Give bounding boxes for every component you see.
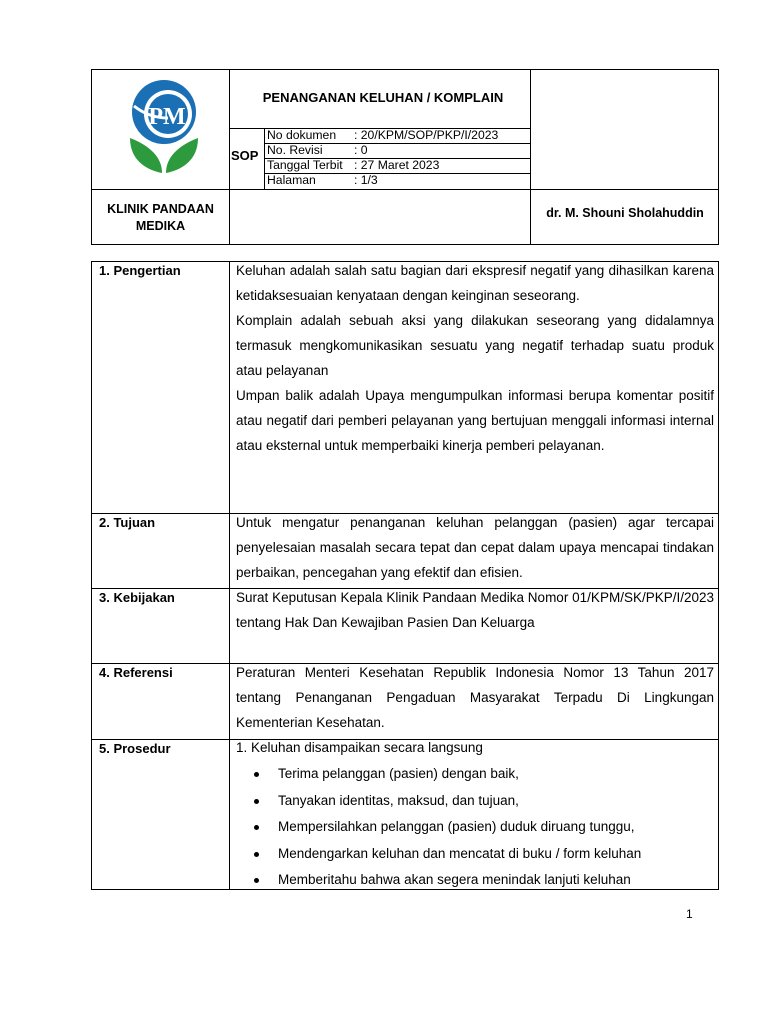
- meta-value: : 20/KPM/SOP/PKP/I/2023: [354, 128, 499, 142]
- section-body-pengertian: [236, 261, 714, 458]
- meta-row-no-revisi: [265, 143, 530, 158]
- procedure-step-heading: 1. Keluhan disampaikan secara langsung: [236, 740, 483, 755]
- meta-label: Tanggal Terbit: [267, 158, 343, 172]
- paragraph: Komplain adalah sebuah aksi yang dilakukan seseorang yang didalamnya termasuk mengkomunikasikan sesuatu yang negatif terhadap suatu produk atau pelayanan: [236, 313, 714, 378]
- section-body-referensi: [236, 660, 714, 735]
- paragraph: Umpan balik adalah Upaya mengumpulkan informasi berupa komentar positif atau negatif dari pemberi pelayanan yang bertujuan menggali informasi internal atau eksternal untuk memperbaiki kinerja pemberi pelayanan.: [236, 388, 714, 453]
- paragraph: Surat Keputusan Kepala Klinik Pandaan Medika Nomor 01/KPM/SK/PKP/I/2023 tentang Hak Dan Kewajiban Pasien Dan Keluarga: [236, 590, 714, 630]
- sop-content-table: [91, 261, 719, 890]
- signatory-name: dr. M. Shouni Sholahuddin: [546, 205, 704, 220]
- clinic-name: [92, 190, 229, 245]
- section-body-tujuan: [236, 510, 714, 585]
- meta-label: Halaman: [267, 173, 316, 187]
- meta-row-halaman: [265, 173, 530, 188]
- bullet-icon: [254, 825, 259, 830]
- page-number: 1: [686, 907, 693, 921]
- list-item: [236, 841, 714, 868]
- section-body-kebijakan: [236, 585, 714, 635]
- paragraph: Peraturan Menteri Kesehatan Republik Indonesia Nomor 13 Tahun 2017 tentang Penanganan Pengaduan Masyarakat Terpadu Di Lingkungan Kementerian Kesehatan.: [236, 665, 714, 730]
- list-item-text: Memberitahu bahwa akan segera menindak lanjuti keluhan: [278, 872, 631, 887]
- section-label-referensi: 4. Referensi: [99, 665, 173, 680]
- logo-lettering: PM: [148, 104, 186, 130]
- section-label-kebijakan: 3. Kebijakan: [99, 590, 175, 605]
- meta-value: : 27 Maret 2023: [354, 158, 440, 172]
- section-body-prosedur: [236, 741, 714, 890]
- list-item-text: Terima pelanggan (pasien) dengan baik,: [278, 766, 519, 781]
- list-item-text: Mempersilahkan pelanggan (pasien) duduk diruang tunggu,: [278, 819, 635, 834]
- list-item: [236, 761, 714, 788]
- paragraph: Keluhan adalah salah satu bagian dari ekspresif negatif yang dihasilkan karena ketidaksesuaian kenyataan dengan keinginan seseorang.: [236, 263, 714, 303]
- section-label-prosedur: 5. Prosedur: [99, 741, 171, 756]
- paragraph: Untuk mengatur penanganan keluhan pelanggan (pasien) agar tercapai penyelesaian masalah secara tepat dan cepat dalam upaya mencapai tindakan perbaikan, pencegahan yang efektif dan efisien.: [236, 515, 714, 580]
- header-divider: [229, 70, 230, 245]
- bullet-icon: [254, 799, 259, 804]
- meta-value: : 0: [354, 143, 368, 157]
- section-label-tujuan: 2. Tujuan: [99, 515, 156, 530]
- document-header-table: [91, 69, 719, 245]
- meta-label: No. Revisi: [267, 143, 323, 157]
- sop-label: SOP: [231, 148, 259, 163]
- list-item: [236, 788, 714, 815]
- content-divider: [229, 262, 230, 890]
- meta-label: No dokumen: [267, 128, 337, 142]
- bullet-icon: [254, 852, 259, 857]
- procedure-list: [236, 761, 714, 890]
- meta-row-tanggal-terbit: [265, 158, 530, 173]
- bullet-icon: [254, 772, 259, 777]
- document-title: PENANGANAN KELUHAN / KOMPLAIN: [262, 90, 504, 105]
- list-item: [236, 814, 714, 841]
- clinic-name-text: KLINIK PANDAAN MEDIKA: [107, 201, 214, 233]
- list-item-text: Mendengarkan keluhan dan mencatat di buku / form keluhan: [278, 845, 642, 861]
- meta-row-no-dokumen: [265, 128, 530, 143]
- clinic-logo: [122, 78, 206, 174]
- bullet-icon: [254, 878, 259, 883]
- list-item: [236, 867, 714, 890]
- section-label-pengertian: 1. Pengertian: [99, 263, 181, 278]
- list-item-text: Tanyakan identitas, maksud, dan tujuan,: [278, 792, 519, 808]
- meta-value: : 1/3: [354, 173, 378, 187]
